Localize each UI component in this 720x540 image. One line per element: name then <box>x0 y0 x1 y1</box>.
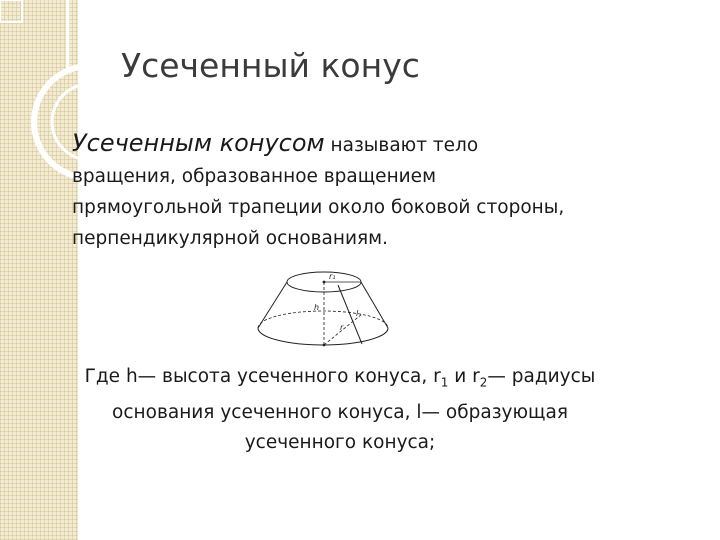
label-r1: r₁ <box>329 272 336 281</box>
definition-paragraph <box>72 128 632 254</box>
caption-sub-1: 1 <box>440 375 449 390</box>
label-r2: r <box>340 323 344 332</box>
definition-line-2: вращения, образованное вращением <box>72 166 437 187</box>
right-generatrix <box>361 282 388 328</box>
left-generatrix <box>258 282 287 328</box>
caption-text <box>60 362 620 458</box>
label-h: h <box>314 303 320 312</box>
label-l: l <box>356 309 359 318</box>
caption-part-2: и r <box>448 366 480 387</box>
slant-line <box>338 285 362 344</box>
slide-title: Усеченный конус <box>121 46 420 85</box>
definition-line-3: прямоугольной трапеции около боковой стороны, <box>72 197 565 218</box>
caption-part-1: Где h— высота усеченного конуса, r <box>84 366 441 387</box>
caption-sub-2: 2 <box>479 375 488 390</box>
definition-term: Усеченным конусом <box>72 129 325 157</box>
definition-line-4: перпендикулярной основаниям. <box>72 228 388 249</box>
caption-part-3: — радиусы основания усеченного конуса, l— образующая усеченного конуса; <box>112 366 596 453</box>
definition-lead: называют тело <box>324 135 479 156</box>
bottom-base-front <box>258 328 388 345</box>
truncated-cone-figure <box>252 258 412 360</box>
bottom-base-back <box>258 311 388 328</box>
